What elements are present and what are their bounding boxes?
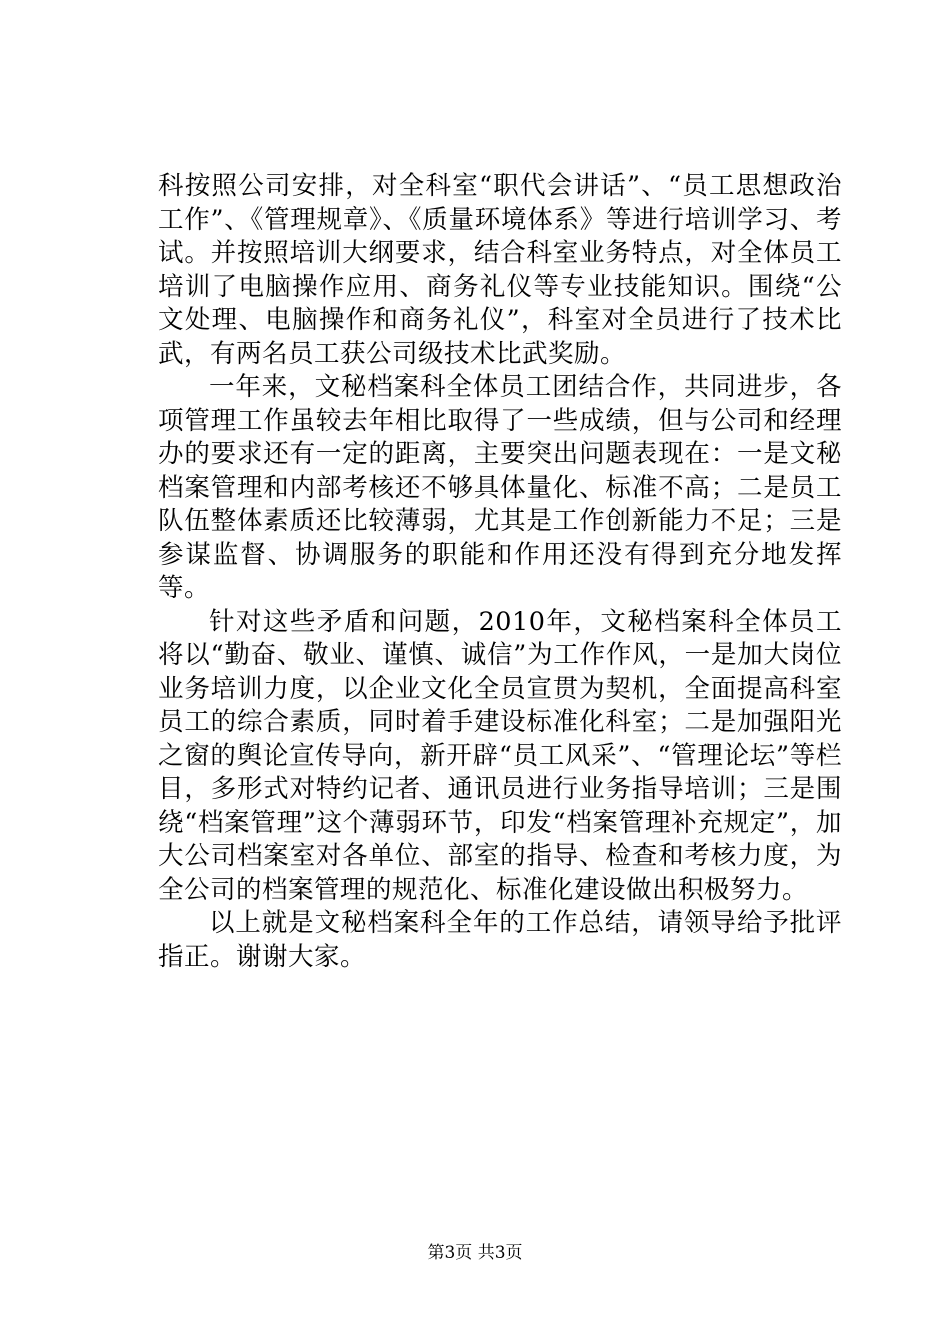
paragraph-3: 针对这些矛盾和问题，2010年，文秘档案科全体员工将以“勤奋、敬业、谨慎、诚信”为工作作风，一是加大岗位业务培训力度，以企业文化全员宣贯为契机，全面提高科室员工的综合素质，同时着手建设标准化科室；二是加强阳光之窗的舆论宣传导向，新开辟“员工风采”、“管理论坛”等栏目，多形式对特约记者、通讯员进行业务指导培训；三是围绕“档案管理”这个薄弱环节，印发“档案管理补充规定”，加大公司档案室对各单位、部室的指导、检查和考核力度，为全公司的档案管理的规范化、标准化建设做出积极努力。 [158, 606, 842, 905]
paragraph-4: 以上就是文秘档案科全年的工作总结，请领导给予批评指正。谢谢大家。 [158, 908, 842, 972]
paragraph-2: 一年来，文秘档案科全体员工团结合作，共同进步，各项管理工作虽较去年相比取得了一些成绩，但与公司和经理办的要求还有一定的距离，主要突出问题表现在：一是文秘档案管理和内部考核还不够具体量化、标准不高；二是员工队伍整体素质还比较薄弱，尤其是工作创新能力不足；三是参谋监督、协调服务的职能和作用还没有得到充分地发挥等。 [158, 372, 842, 603]
paragraph-1: 科按照公司安排，对全科室“职代会讲话”、“员工思想政治工作”、《管理规章》、《质量环境体系》等进行培训学习、考试。并按照培训大纲要求，结合科室业务特点，对全体员工培训了电脑操作应用、商务礼仪等专业技能知识。围绕“公文处理、电脑操作和商务礼仪”，科室对全员进行了技术比武，有两名员工获公司级技术比武奖励。 [158, 171, 842, 369]
document-body [158, 170, 842, 974]
page-footer: 第3页 共3页 [427, 1243, 523, 1263]
